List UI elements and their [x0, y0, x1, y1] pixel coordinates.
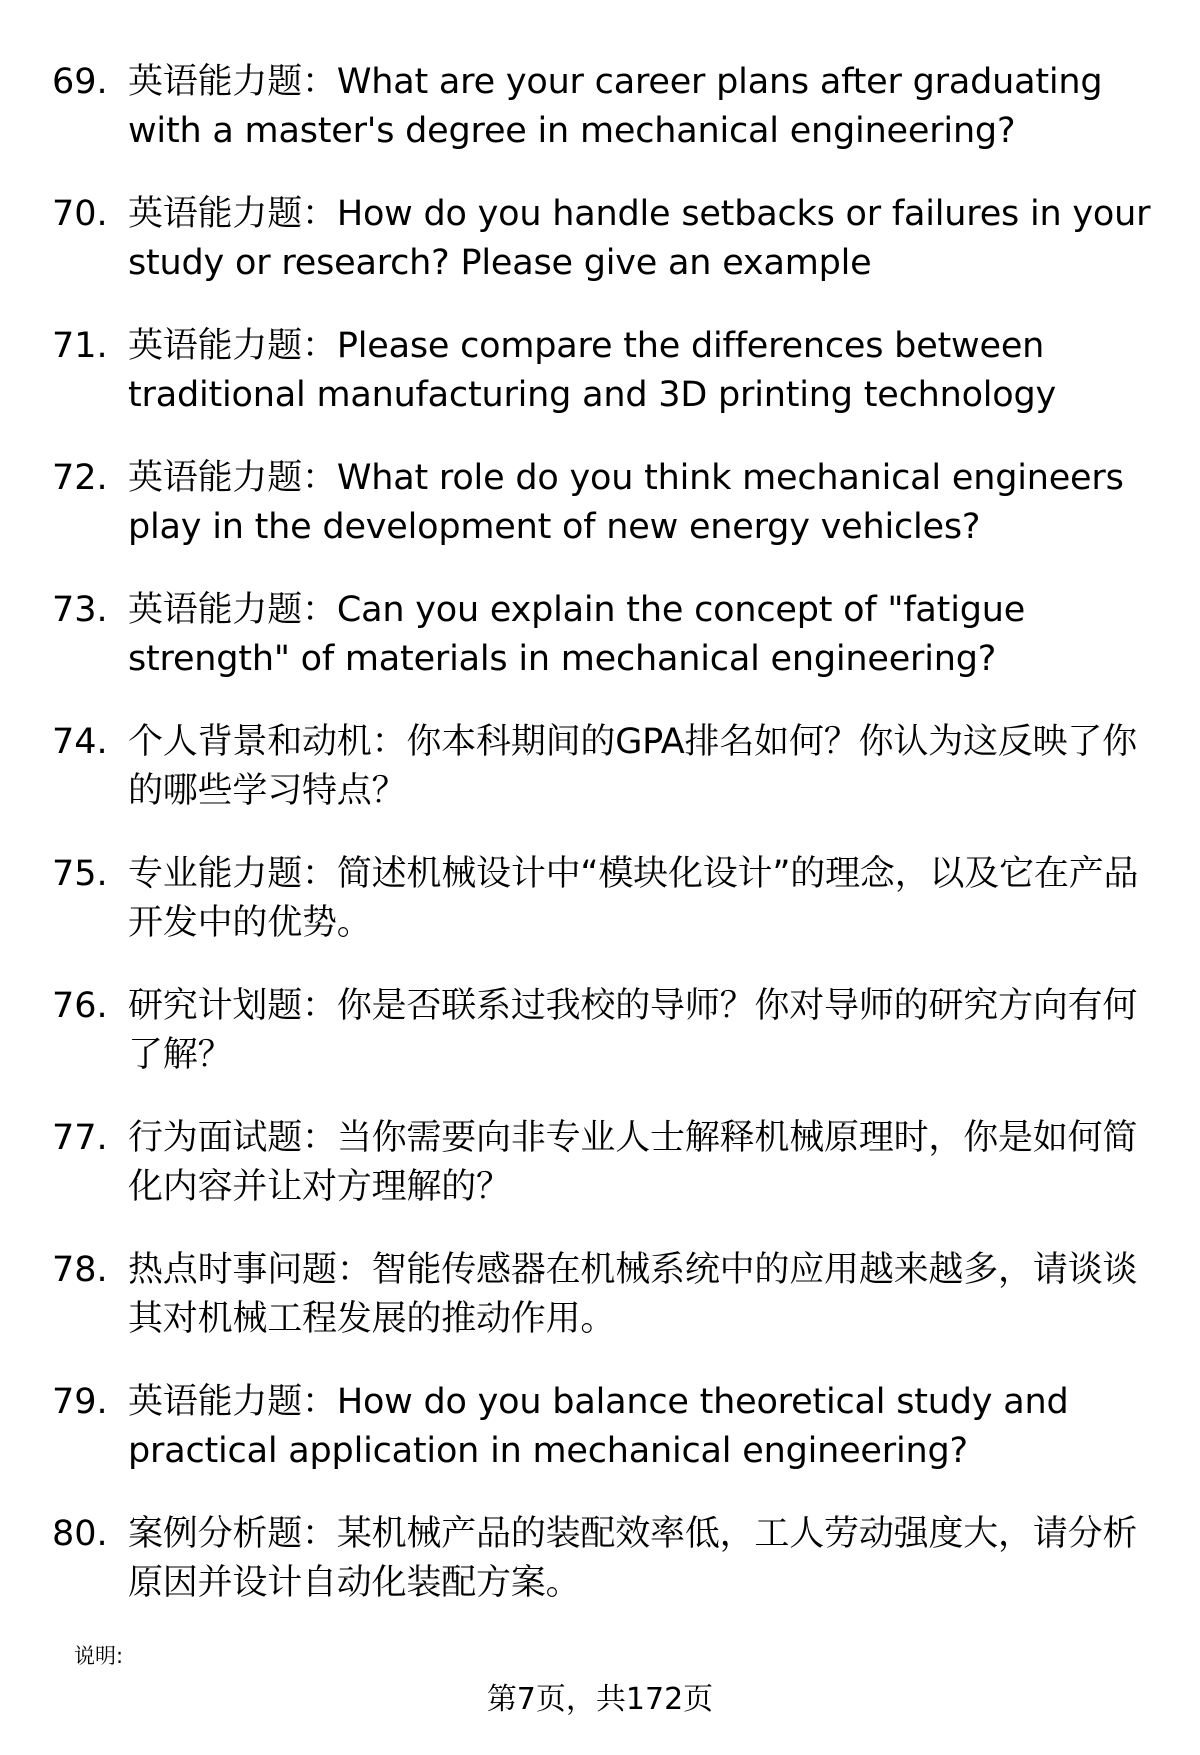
question-body: 英语能力题：Please compare the differences between traditional manufacturing and 3D printing technology [128, 326, 1057, 415]
question-body: 个人背景和动机：你本科期间的GPA排名如何？你认为这反映了你的哪些学习特点？ [128, 722, 1137, 811]
question-text: What role do you think mechanical engineers play in the development of new energy vehicles? [128, 458, 1124, 547]
question-number: 80. [52, 1514, 108, 1554]
question-item-71 [52, 322, 1162, 454]
question-item-79 [52, 1378, 1162, 1510]
question-category: 英语能力题 [128, 194, 303, 234]
question-text: What are your career plans after graduating with a master's degree in mechanical engineering? [128, 62, 1103, 151]
question-category: 英语能力题 [128, 590, 303, 630]
question-body: 英语能力题：What are your career plans after graduating with a master's degree in mechanical engineering? [128, 62, 1103, 151]
note-label: 说明: [74, 1644, 124, 1668]
question-body: 案例分析题：某机械产品的装配效率低，工人劳动强度大，请分析原因并设计自动化装配方案。 [128, 1514, 1138, 1603]
question-category: 英语能力题 [128, 62, 303, 102]
question-category: 英语能力题 [128, 458, 303, 498]
question-text: 简述机械设计中“模块化设计”的理念，以及它在产品开发中的优势。 [128, 854, 1139, 943]
question-category: 研究计划题 [128, 986, 303, 1026]
question-text: Can you explain the concept of "fatigue strength" of materials in mechanical engineering? [128, 590, 1026, 679]
question-item-74 [52, 718, 1162, 850]
question-category: 个人背景和动机 [128, 722, 372, 762]
question-item-75 [52, 850, 1162, 982]
question-number: 70. [52, 194, 108, 234]
question-text: 你是否联系过我校的导师？你对导师的研究方向有何了解？ [128, 986, 1138, 1075]
question-body: 英语能力题：What role do you think mechanical engineers play in the development of new energy vehicles? [128, 458, 1124, 547]
question-body: 英语能力题：Can you explain the concept of "fatigue strength" of materials in mechanical engineering? [128, 590, 1026, 679]
question-body: 专业能力题：简述机械设计中“模块化设计”的理念，以及它在产品开发中的优势。 [128, 854, 1139, 943]
question-number: 74. [52, 722, 108, 762]
question-number: 69. [52, 62, 108, 102]
question-category: 热点时事问题 [128, 1250, 337, 1290]
question-body: 英语能力题：How do you balance theoretical study and practical application in mechanical engineering? [128, 1382, 1069, 1471]
question-number: 79. [52, 1382, 108, 1422]
question-number: 71. [52, 326, 108, 366]
question-text: 你本科期间的GPA排名如何？你认为这反映了你的哪些学习特点？ [128, 722, 1137, 811]
question-number: 76. [52, 986, 108, 1026]
page-footer: 第7页，共172页 [486, 1682, 714, 1717]
question-text: Please compare the differences between traditional manufacturing and 3D printing technology [128, 326, 1057, 415]
question-category: 英语能力题 [128, 326, 303, 366]
question-body: 行为面试题：当你需要向非专业人士解释机械原理时，你是如何简化内容并让对方理解的？ [128, 1118, 1138, 1207]
question-number: 73. [52, 590, 108, 630]
question-text: 某机械产品的装配效率低，工人劳动强度大，请分析原因并设计自动化装配方案。 [128, 1514, 1138, 1603]
question-item-72 [52, 454, 1162, 586]
question-category: 专业能力题 [128, 854, 303, 894]
question-number: 77. [52, 1118, 108, 1158]
question-item-73 [52, 586, 1162, 718]
question-number: 75. [52, 854, 108, 894]
question-category: 行为面试题 [128, 1118, 303, 1158]
question-list [52, 58, 1162, 1642]
question-category: 案例分析题 [128, 1514, 303, 1554]
question-item-70 [52, 190, 1162, 322]
question-body: 研究计划题：你是否联系过我校的导师？你对导师的研究方向有何了解？ [128, 986, 1138, 1075]
question-item-77 [52, 1114, 1162, 1246]
question-text: 智能传感器在机械系统中的应用越来越多，请谈谈其对机械工程发展的推动作用。 [128, 1250, 1138, 1339]
question-text: 当你需要向非专业人士解释机械原理时，你是如何简化内容并让对方理解的？ [128, 1118, 1138, 1207]
question-number: 72. [52, 458, 108, 498]
question-item-78 [52, 1246, 1162, 1378]
question-category: 英语能力题 [128, 1382, 303, 1422]
question-text: How do you handle setbacks or failures in your study or research? Please give an example [128, 194, 1151, 283]
question-item-69 [52, 58, 1162, 190]
question-body: 热点时事问题：智能传感器在机械系统中的应用越来越多，请谈谈其对机械工程发展的推动作用。 [128, 1250, 1138, 1339]
question-number: 78. [52, 1250, 108, 1290]
question-text: How do you balance theoretical study and practical application in mechanical engineering? [128, 1382, 1069, 1471]
question-body: 英语能力题：How do you handle setbacks or failures in your study or research? Please give an example [128, 194, 1151, 283]
question-item-80 [52, 1510, 1162, 1642]
question-item-76 [52, 982, 1162, 1114]
